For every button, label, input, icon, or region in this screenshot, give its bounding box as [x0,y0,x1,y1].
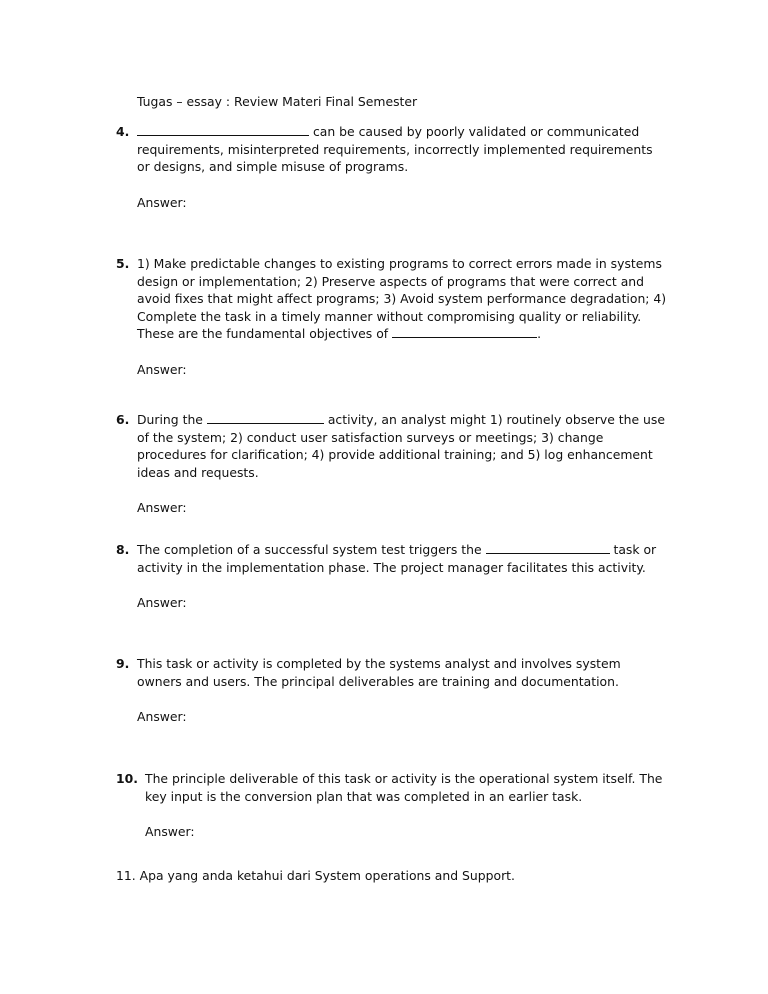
question-number: 4. [116,124,130,139]
page-title: Tugas – essay : Review Materi Final Semester [137,94,418,109]
question-text: This task or activity is completed by the systems analyst and involves system owners and users. The principal deliverables are training and documentation. [137,656,621,689]
question-4 [116,123,656,211]
answer-blank [486,541,610,554]
question-text: During the activity, an analyst might 1) routinely observe the use of the system; 2) conduct user satisfaction surveys or meetings; 3) change procedures for clarification; 4) provide additional training; and 5) log enhancement ideas and requests. [137,412,665,480]
question-number: 5. [116,256,130,271]
answer-blank [137,123,309,136]
answer-label: Answer: [137,709,187,724]
final-question: 11. Apa yang anda ketahui dari System operations and Support. [116,868,515,883]
question-number: 6. [116,412,130,427]
question-number: 9. [116,656,130,671]
question-6 [116,411,665,517]
question-text: 1) Make predictable changes to existing programs to correct errors made in systems design or implementation; 2) Preserve aspects of programs that were correct and avoid fixes that might affect programs; 3) Avoid system performance degradation; 4) Complete the task in a timely manner without compromising quality or reliability. These are the fundamental objectives of . [137,256,667,341]
answer-label: Answer: [145,824,195,839]
question-8 [116,541,656,612]
answer-label: Answer: [137,361,187,377]
question-number: 10. [116,771,138,786]
question-9 [116,655,656,726]
question-number: 8. [116,542,130,557]
question-text: The completion of a successful system test triggers the task or activity in the implementation phase. The project manager facilitates this activity. [137,542,657,575]
answer-label: Answer: [137,194,187,210]
answer-label: Answer: [137,500,187,515]
answer-blank [207,411,324,424]
question-text: can be caused by poorly validated or communicated requirements, misinterpreted requirements, incorrectly implemented requirements or designs, and simple misuse of programs. [137,124,653,174]
answer-label: Answer: [137,595,187,610]
question-5 [116,255,667,378]
question-text: The principle deliverable of this task or activity is the operational system itself. The key input is the conversion plan that was completed in an earlier task. [145,771,663,804]
question-10 [116,770,663,841]
answer-blank [392,325,537,338]
